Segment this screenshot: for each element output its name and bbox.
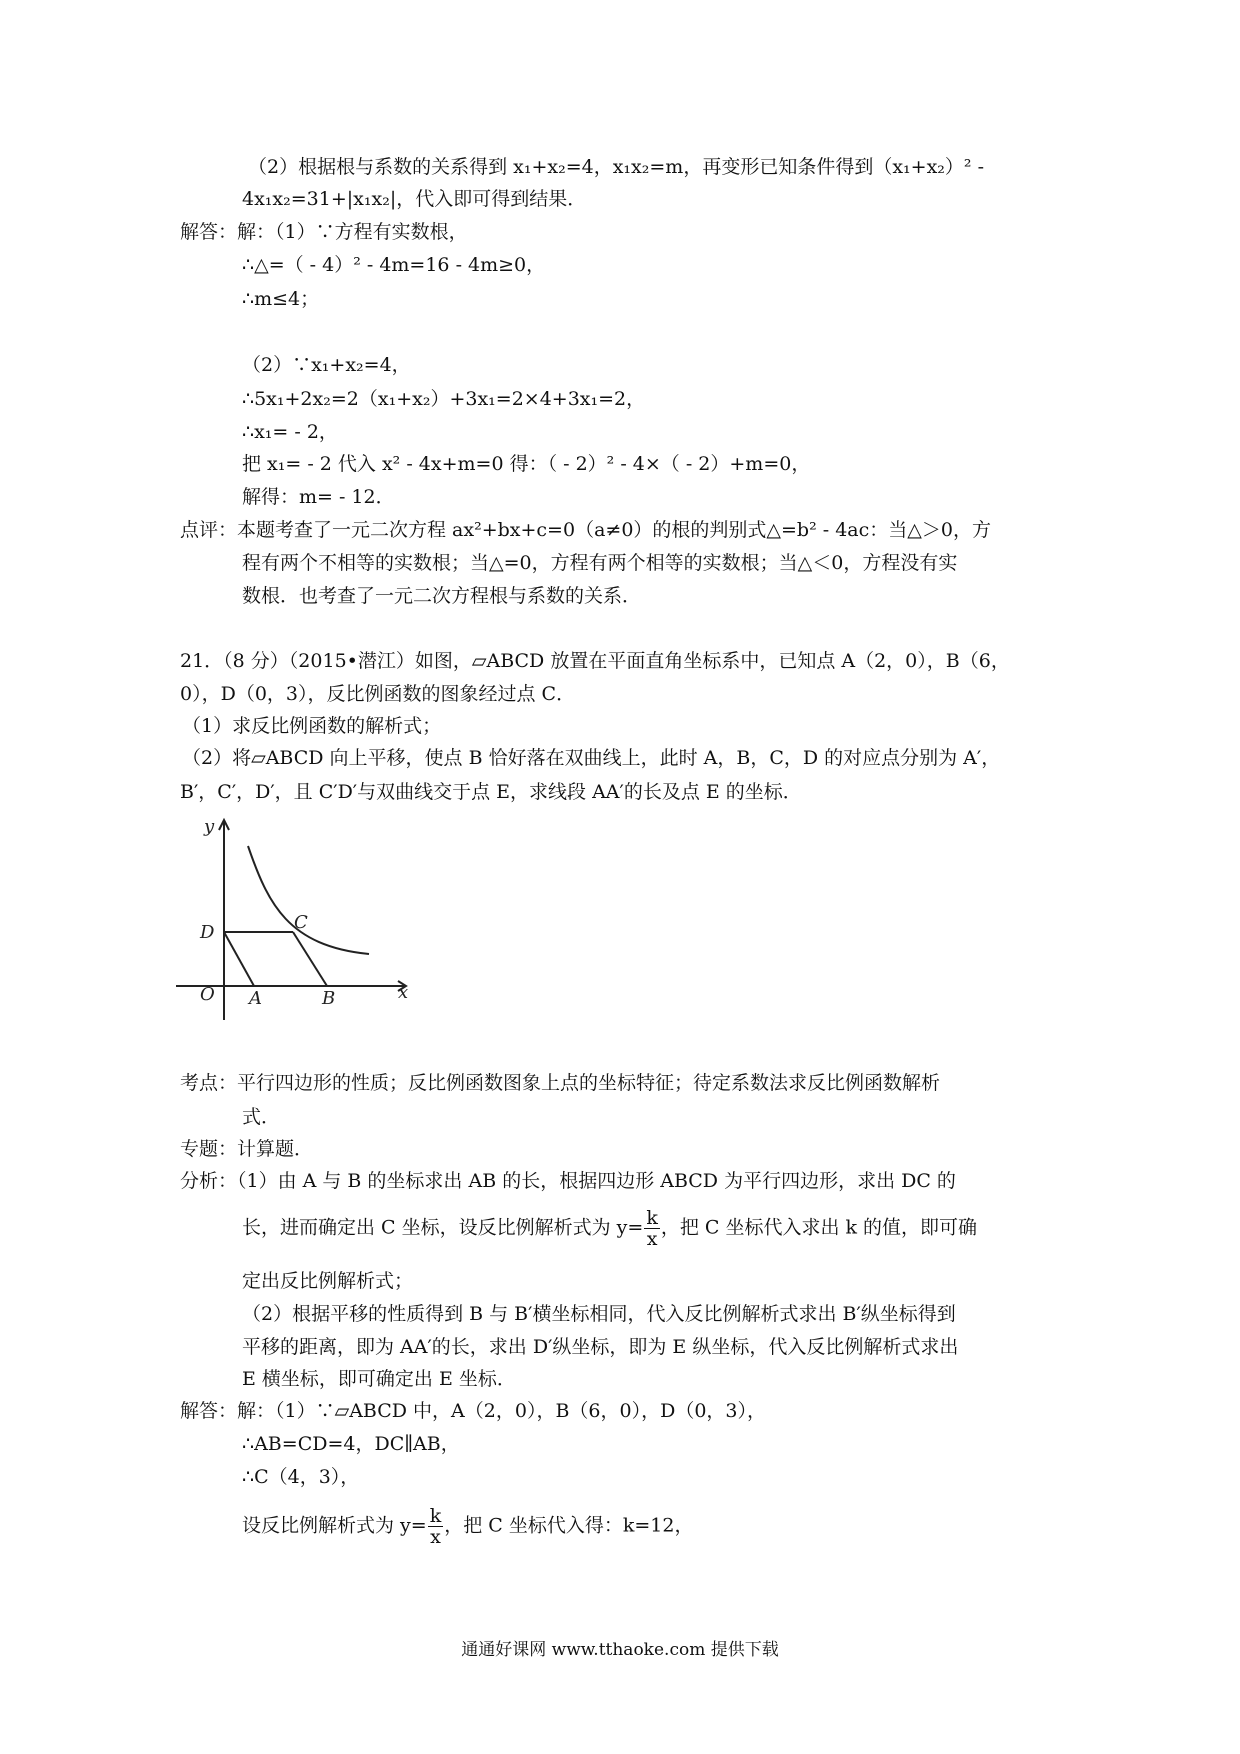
text-line: （2）根据平移的性质得到 B 与 B′横坐标相同，代入反比例解析式求出 B′纵坐标得到: [242, 1303, 956, 1325]
text-line: ∴5x₁+2x₂=2（x₁+x₂）+3x₁=2×4+3x₁=2，: [242, 388, 646, 410]
text-line: 点评：本题考查了一元二次方程 ax²+bx+c=0（a≠0）的根的判别式△=b² - 4ac：当△＞0，方: [180, 519, 991, 541]
segment-cb: [293, 932, 327, 986]
text-line: ∴m≤4；: [242, 288, 320, 310]
text-line: 式．: [242, 1106, 281, 1128]
text-line: 解答：解：（1）∵▱ABCD 中，A（2，0），B（6，0），D（0，3），: [180, 1400, 766, 1422]
fraction-numerator: k: [429, 1505, 442, 1527]
text-line: ∴△=（ - 4）² - 4m=16 - 4m≥0，: [242, 254, 546, 276]
segment-da: [224, 932, 254, 986]
question-text: 21．（8 分）（2015•潜江）如图，▱ABCD 放置在平面直角坐标系中，已知点 A（2，0），B（6，: [180, 650, 1010, 672]
point-label-b: B: [322, 988, 336, 1009]
hyperbola-curve: [248, 846, 369, 954]
fraction-numerator: k: [646, 1207, 658, 1229]
text-segment: 长，进而确定出 C 坐标，设反比例解析式为 y=: [242, 1216, 644, 1239]
text-line: （2）根据根与系数的关系得到 x₁+x₂=4，x₁x₂=m，再变形已知条件得到（x₁+x₂）² -: [248, 156, 984, 178]
text-line: （2）∵x₁+x₂=4，: [242, 354, 411, 376]
page-footer: 通通好课网 www.tthaoke.com 提供下载: [461, 1640, 779, 1660]
text-segment: ，把 C 坐标代入求出 k 的值，即可确: [660, 1216, 978, 1239]
point-label-c: C: [294, 912, 308, 933]
text-line-with-fraction: [242, 1506, 693, 1547]
fraction-denominator: x: [430, 1526, 441, 1548]
question-text: 0），D（0，3），反比例函数的图象经过点 C．: [180, 683, 576, 705]
question-text: B′，C′，D′，且 C′D′与双曲线交于点 E，求线段 AA′的长及点 E 的坐标．: [180, 781, 802, 803]
origin-label: O: [200, 984, 215, 1005]
text-line: 专题：计算题．: [180, 1138, 314, 1160]
text-line: 数根．也考查了一元二次方程根与系数的关系．: [242, 585, 642, 607]
text-line: ∴x₁= - 2，: [242, 421, 338, 443]
text-line: 定出反比例解析式；: [242, 1270, 414, 1292]
question-text: （2）将▱ABCD 向上平移，使点 B 恰好落在双曲线上，此时 A，B，C，D 的对应点分别为 A′，: [182, 747, 1001, 769]
text-line: 把 x₁= - 2 代入 x² - 4x+m=0 得：（ - 2）² - 4×（ - 2）+m=0，: [242, 453, 811, 475]
text-segment: ，把 C 坐标代入得：k=12，: [444, 1514, 694, 1537]
coordinate-graph: [176, 814, 416, 1024]
text-line: E 横坐标，即可确定出 E 坐标．: [242, 1368, 516, 1390]
question-text: （1）求反比例函数的解析式；: [182, 715, 442, 737]
text-line: 分析：（1）由 A 与 B 的坐标求出 AB 的长，根据四边形 ABCD 为平行四边形，求出 DC 的: [180, 1170, 956, 1192]
fraction: [644, 1208, 660, 1249]
text-line: ∴AB=CD=4，DC∥AB，: [242, 1433, 460, 1455]
point-label-d: D: [200, 922, 215, 943]
fraction: [428, 1506, 444, 1547]
text-line-with-fraction: [242, 1208, 977, 1249]
text-line: 4x₁x₂=31+|x₁x₂|，代入即可得到结果．: [242, 188, 587, 210]
fraction-denominator: x: [646, 1228, 658, 1250]
text-line: 解答：解：（1）∵方程有实数根，: [180, 221, 468, 243]
axis-label-x: x: [398, 982, 409, 1003]
axis-label-y: y: [204, 816, 215, 837]
point-label-a: A: [249, 988, 262, 1009]
text-line: ∴C（4，3），: [242, 1466, 360, 1488]
text-line: 解得：m= - 12．: [242, 486, 395, 508]
text-line: 考点：平行四边形的性质；反比例函数图象上点的坐标特征；待定系数法求反比例函数解析: [180, 1072, 941, 1094]
text-line: 平移的距离，即为 AA′的长，求出 D′纵坐标，即为 E 纵坐标，代入反比例解析式求出: [242, 1336, 959, 1358]
text-line: 程有两个不相等的实数根；当△=0，方程有两个相等的实数根；当△＜0，方程没有实: [242, 552, 958, 574]
text-segment: 设反比例解析式为 y=: [242, 1514, 427, 1537]
